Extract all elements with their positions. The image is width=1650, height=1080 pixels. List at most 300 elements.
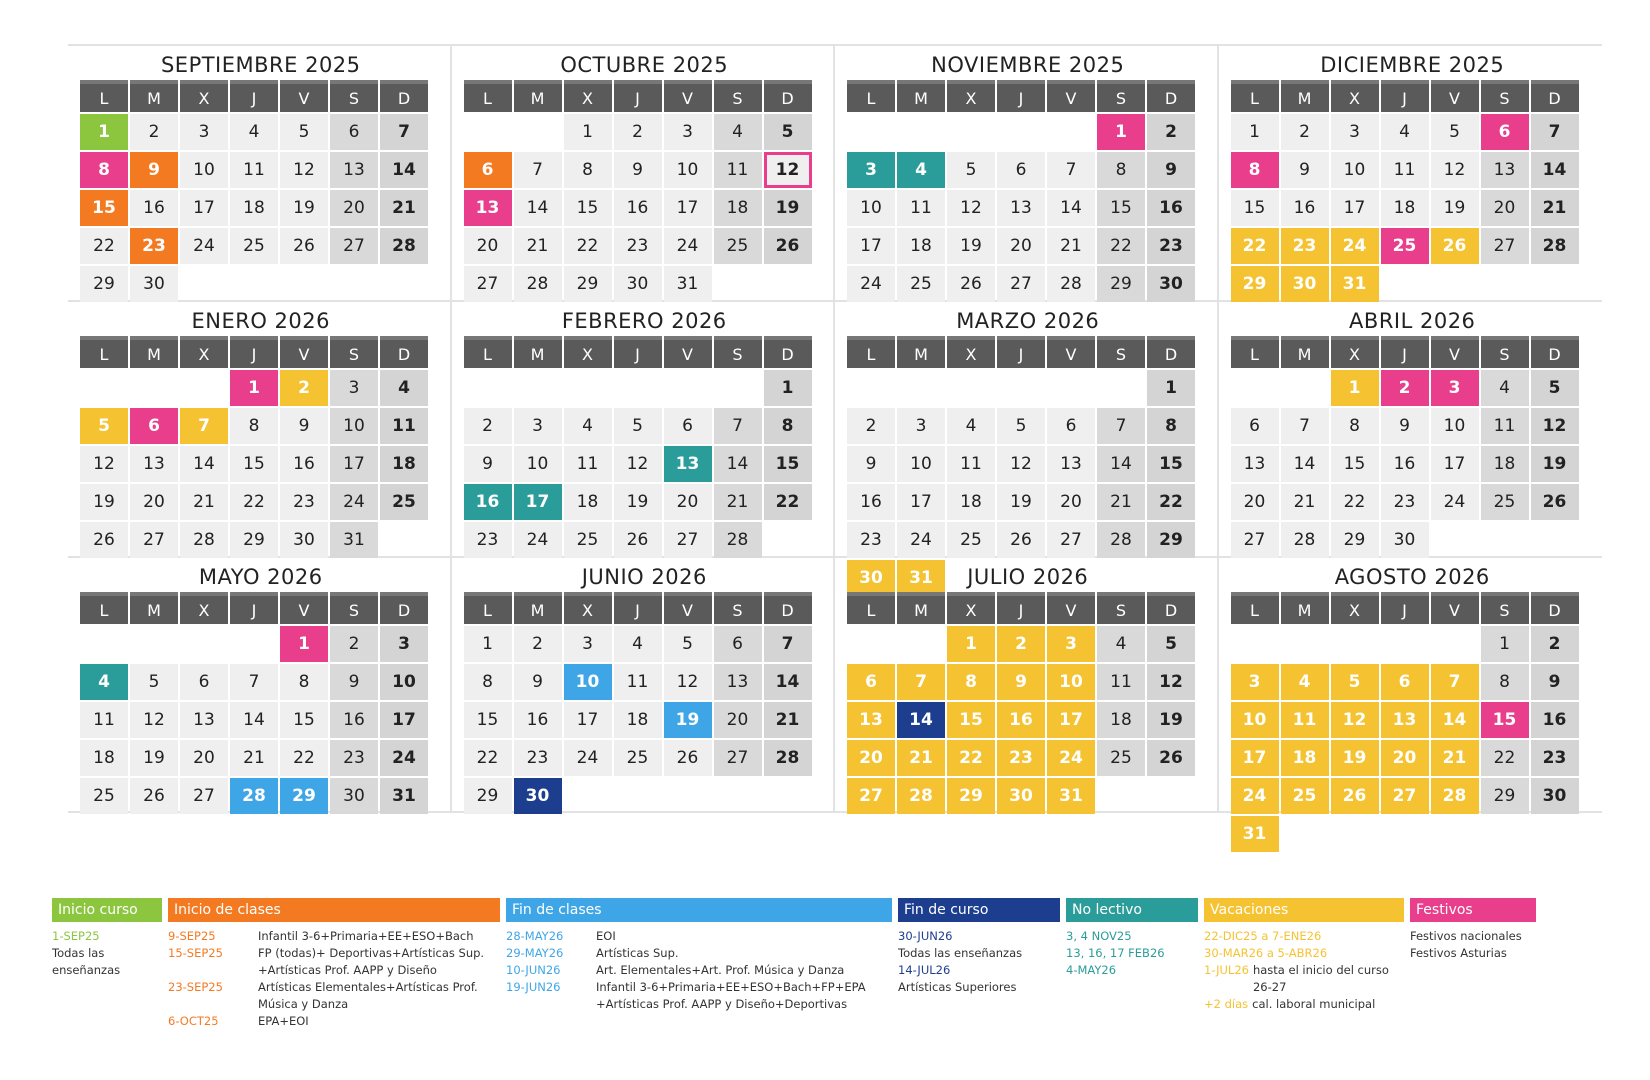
week-row	[1231, 664, 1595, 702]
day-cell: 10	[514, 446, 562, 482]
weekday-header: X	[947, 592, 995, 624]
legend-description: Artísticas Elementales+Artísticas Prof. Música y Danza	[258, 980, 478, 1011]
day-cell: 23	[330, 740, 378, 776]
day-cell: 27	[714, 740, 762, 776]
empty-day-cell	[1331, 816, 1379, 852]
day-cell: 3	[1431, 370, 1479, 406]
month-block	[68, 46, 452, 300]
legend-entry	[898, 928, 1060, 945]
day-cell: 16	[614, 190, 662, 226]
week-row	[1231, 228, 1595, 266]
day-cell: 10	[1047, 664, 1095, 700]
weekday-header: S	[1097, 80, 1145, 112]
legend-entry	[506, 945, 892, 962]
day-cell: 13	[1481, 152, 1529, 188]
day-cell: 24	[1331, 228, 1379, 264]
legend-header: Festivos	[1410, 898, 1536, 922]
day-cell: 22	[564, 228, 612, 264]
empty-day-cell	[1047, 370, 1095, 406]
day-cell: 23	[514, 740, 562, 776]
day-cell: 20	[464, 228, 512, 264]
empty-day-cell	[464, 114, 512, 150]
day-cell: 14	[1097, 446, 1145, 482]
day-cell: 8	[80, 152, 128, 188]
legend-entry	[1204, 996, 1404, 1013]
day-cell: 21	[230, 740, 278, 776]
day-cell: 25	[1281, 778, 1329, 814]
day-cell: 13	[1047, 446, 1095, 482]
day-cell: 15	[464, 702, 512, 738]
weekday-header: D	[1531, 80, 1579, 112]
day-cell: 21	[514, 228, 562, 264]
day-cell: 7	[1431, 664, 1479, 700]
legend-date: 14-JUL26	[898, 963, 951, 977]
legend-date: 28-MAY26	[506, 929, 564, 943]
day-cell: 29	[1097, 266, 1145, 302]
day-cell: 21	[180, 484, 228, 520]
legend-entry	[506, 928, 892, 945]
week-row	[464, 778, 826, 816]
day-cell: 1	[80, 114, 128, 150]
weekday-header: J	[997, 336, 1045, 368]
day-cell: 23	[464, 522, 512, 558]
weekday-header: M	[897, 80, 945, 112]
day-cell: 8	[1481, 664, 1529, 700]
day-cell: 19	[997, 484, 1045, 520]
day-cell: 8	[280, 664, 328, 700]
legend-description: Art. Elementales+Art. Prof. Música y Danza	[596, 963, 845, 977]
legend-entry	[1066, 962, 1198, 979]
day-cell: 18	[614, 702, 662, 738]
empty-day-cell	[664, 778, 712, 814]
weekday-header-row	[464, 80, 826, 114]
week-row	[1231, 816, 1595, 854]
weekday-header: M	[897, 592, 945, 624]
month-block	[1219, 302, 1603, 556]
day-cell: 16	[997, 702, 1045, 738]
day-cell: 14	[1281, 446, 1329, 482]
weekday-header: M	[1281, 336, 1329, 368]
legend-date: 6-OCT25	[168, 1014, 219, 1028]
day-cell: 20	[130, 484, 178, 520]
empty-day-cell	[514, 114, 562, 150]
day-cell: 7	[380, 114, 428, 150]
day-cell: 26	[947, 266, 995, 302]
day-cell: 29	[947, 778, 995, 814]
week-row	[464, 522, 826, 560]
week-row	[464, 228, 826, 266]
legend-description: Todas las enseñanzas	[52, 946, 121, 977]
day-cell: 25	[230, 228, 278, 264]
day-cell: 17	[1231, 740, 1279, 776]
day-cell: 4	[230, 114, 278, 150]
day-cell: 12	[280, 152, 328, 188]
day-cell: 7	[1531, 114, 1579, 150]
day-cell: 24	[380, 740, 428, 776]
day-cell: 27	[664, 522, 712, 558]
weekday-header: L	[464, 592, 512, 624]
day-cell: 14	[714, 446, 762, 482]
day-cell: 10	[897, 446, 945, 482]
empty-day-cell	[130, 370, 178, 406]
day-cell: 20	[1381, 740, 1429, 776]
weekday-header: S	[714, 336, 762, 368]
day-cell: 19	[614, 484, 662, 520]
legend-column	[168, 898, 506, 1030]
week-row	[80, 626, 442, 664]
day-cell: 12	[1331, 702, 1379, 738]
empty-day-cell	[947, 114, 995, 150]
day-cell: 15	[280, 702, 328, 738]
day-cell: 15	[80, 190, 128, 226]
day-cell: 20	[1481, 190, 1529, 226]
week-row	[847, 778, 1209, 816]
day-cell: 31	[1047, 778, 1095, 814]
day-cell: 7	[1047, 152, 1095, 188]
week-row	[847, 484, 1209, 522]
day-cell: 25	[564, 522, 612, 558]
week-row	[464, 152, 826, 190]
day-cell: 29	[564, 266, 612, 302]
week-row	[464, 740, 826, 778]
day-cell: 18	[1097, 702, 1145, 738]
day-cell: 27	[180, 778, 228, 814]
empty-day-cell	[1281, 626, 1329, 662]
day-cell: 5	[1147, 626, 1195, 662]
day-cell: 16	[130, 190, 178, 226]
weekday-header: L	[464, 80, 512, 112]
day-cell: 20	[847, 740, 895, 776]
day-cell: 6	[330, 114, 378, 150]
month-title: MARZO 2026	[956, 309, 1100, 333]
day-cell: 28	[1531, 228, 1579, 264]
day-cell: 10	[564, 664, 612, 700]
day-cell: 16	[1531, 702, 1579, 738]
empty-day-cell	[997, 114, 1045, 150]
day-cell: 5	[1331, 664, 1379, 700]
day-cell: 29	[80, 266, 128, 302]
day-cell: 9	[330, 664, 378, 700]
weekday-header: J	[230, 592, 278, 624]
month-title: MAYO 2026	[198, 565, 323, 589]
legend-entry	[52, 945, 162, 979]
legend-header: Inicio de clases	[168, 898, 500, 922]
weekday-header: S	[1481, 592, 1529, 624]
day-cell: 11	[230, 152, 278, 188]
day-cell: 26	[1531, 484, 1579, 520]
day-cell: 18	[1481, 446, 1529, 482]
day-cell: 6	[664, 408, 712, 444]
weekday-header: J	[230, 80, 278, 112]
day-cell: 8	[947, 664, 995, 700]
week-row	[464, 370, 826, 408]
legend-column	[1410, 898, 1542, 1030]
week-row	[1231, 408, 1595, 446]
day-cell: 7	[180, 408, 228, 444]
day-cell: 28	[764, 740, 812, 776]
empty-day-cell	[664, 370, 712, 406]
day-cell: 27	[1231, 522, 1279, 558]
day-cell: 1	[280, 626, 328, 662]
day-cell: 10	[847, 190, 895, 226]
empty-day-cell	[764, 522, 812, 558]
day-cell: 4	[1481, 370, 1529, 406]
day-cell: 22	[1481, 740, 1529, 776]
day-cell: 8	[1147, 408, 1195, 444]
day-cell: 14	[180, 446, 228, 482]
day-cell: 17	[514, 484, 562, 520]
week-row	[847, 408, 1209, 446]
day-cell: 15	[564, 190, 612, 226]
weekday-header: J	[997, 592, 1045, 624]
empty-day-cell	[847, 626, 895, 662]
day-cell: 29	[1231, 266, 1279, 302]
week-row	[464, 190, 826, 228]
day-cell: 4	[380, 370, 428, 406]
week-row	[847, 626, 1209, 664]
empty-day-cell	[1281, 816, 1329, 852]
day-cell: 14	[897, 702, 945, 738]
day-cell: 12	[997, 446, 1045, 482]
legend-date: 9-SEP25	[168, 929, 216, 943]
weekday-header: X	[180, 592, 228, 624]
day-cell: 14	[1531, 152, 1579, 188]
weekday-header: S	[714, 80, 762, 112]
empty-day-cell	[1381, 816, 1429, 852]
day-cell: 27	[330, 228, 378, 264]
empty-day-cell	[1147, 778, 1195, 814]
weekday-header: V	[280, 336, 328, 368]
weekday-header: V	[1047, 592, 1095, 624]
legend-header: Fin de clases	[506, 898, 892, 922]
empty-day-cell	[1431, 266, 1479, 302]
day-cell: 17	[897, 484, 945, 520]
weekday-header: L	[847, 80, 895, 112]
weekday-header: S	[1481, 336, 1529, 368]
week-row	[1231, 522, 1595, 560]
day-cell: 28	[230, 778, 278, 814]
day-cell: 12	[130, 702, 178, 738]
month-title: SEPTIEMBRE 2025	[160, 53, 361, 77]
week-row	[464, 408, 826, 446]
day-cell: 28	[380, 228, 428, 264]
day-cell: 20	[330, 190, 378, 226]
empty-day-cell	[180, 626, 228, 662]
day-cell: 19	[80, 484, 128, 520]
empty-day-cell	[847, 114, 895, 150]
day-cell: 23	[1381, 484, 1429, 520]
day-cell: 26	[1331, 778, 1379, 814]
weekday-header: D	[1147, 80, 1195, 112]
month-block	[68, 302, 452, 556]
empty-day-cell	[130, 626, 178, 662]
day-cell: 25	[380, 484, 428, 520]
day-cell: 9	[130, 152, 178, 188]
day-cell: 31	[1231, 816, 1279, 852]
day-cell: 31	[1331, 266, 1379, 302]
day-cell: 14	[514, 190, 562, 226]
day-cell: 21	[764, 702, 812, 738]
weekday-header: S	[714, 592, 762, 624]
day-cell: 14	[1431, 702, 1479, 738]
legend-description: Todas las enseñanzas	[898, 946, 1023, 960]
empty-day-cell	[230, 266, 278, 302]
day-cell: 24	[514, 522, 562, 558]
week-row	[1231, 152, 1595, 190]
month-block	[452, 302, 836, 556]
day-cell: 28	[714, 522, 762, 558]
weekday-header: D	[380, 80, 428, 112]
day-cell: 17	[1331, 190, 1379, 226]
day-cell: 9	[614, 152, 662, 188]
week-row	[1231, 626, 1595, 664]
weekday-header: D	[764, 592, 812, 624]
legend-column	[506, 898, 898, 1030]
day-cell: 30	[1147, 266, 1195, 302]
day-cell: 30	[280, 522, 328, 558]
weekday-header: V	[1431, 336, 1479, 368]
month-title: ABRIL 2026	[1349, 309, 1476, 333]
legend	[52, 898, 1622, 1030]
day-cell: 4	[714, 114, 762, 150]
legend-entry	[52, 928, 162, 945]
legend-description: Artísticas Superiores	[898, 980, 1017, 994]
empty-day-cell	[1381, 266, 1429, 302]
empty-day-cell	[464, 370, 512, 406]
weekday-header: X	[564, 592, 612, 624]
day-cell: 10	[330, 408, 378, 444]
week-row	[847, 152, 1209, 190]
day-cell: 5	[947, 152, 995, 188]
weekday-header-row	[1231, 80, 1595, 114]
legend-column	[52, 898, 168, 1030]
day-cell: 20	[714, 702, 762, 738]
week-row	[80, 446, 442, 484]
weekday-header-row	[80, 592, 442, 626]
weekday-header: V	[1047, 80, 1095, 112]
weekday-header: L	[80, 336, 128, 368]
legend-header: Vacaciones	[1204, 898, 1404, 922]
day-cell: 25	[947, 522, 995, 558]
day-cell: 18	[380, 446, 428, 482]
day-cell: 22	[464, 740, 512, 776]
weekday-header: X	[180, 336, 228, 368]
legend-entry	[1204, 928, 1404, 945]
month-block	[1219, 46, 1603, 300]
legend-date: 4-MAY26	[1066, 963, 1117, 977]
legend-description: Festivos Asturias	[1410, 946, 1507, 960]
day-cell: 5	[1431, 114, 1479, 150]
day-cell: 4	[80, 664, 128, 700]
weekday-header: X	[1331, 592, 1379, 624]
day-cell: 5	[997, 408, 1045, 444]
legend-date: 10-JUN26	[506, 963, 561, 977]
day-cell: 2	[1147, 114, 1195, 150]
legend-entry	[1066, 945, 1198, 962]
empty-day-cell	[1481, 522, 1529, 558]
day-cell: 25	[614, 740, 662, 776]
month-block	[452, 558, 836, 811]
empty-day-cell	[1047, 114, 1095, 150]
day-cell: 29	[280, 778, 328, 814]
day-cell: 9	[514, 664, 562, 700]
weekday-header: M	[514, 80, 562, 112]
weekday-header: J	[997, 80, 1045, 112]
day-cell: 7	[764, 626, 812, 662]
day-cell: 4	[614, 626, 662, 662]
weekday-header: X	[947, 336, 995, 368]
week-row	[1231, 778, 1595, 816]
empty-day-cell	[897, 626, 945, 662]
day-cell: 8	[1097, 152, 1145, 188]
legend-description: Artísticas Sup.	[596, 946, 679, 960]
empty-day-cell	[330, 266, 378, 302]
day-cell: 28	[897, 778, 945, 814]
day-cell: 17	[1431, 446, 1479, 482]
week-row	[80, 522, 442, 560]
month-block	[1219, 558, 1603, 844]
day-cell: 8	[464, 664, 512, 700]
legend-entry	[168, 979, 500, 1013]
week-row	[80, 740, 442, 778]
week-row	[847, 740, 1209, 778]
day-cell: 24	[564, 740, 612, 776]
week-row	[464, 484, 826, 522]
legend-entry	[1204, 945, 1404, 962]
month-block	[452, 46, 836, 300]
day-cell: 24	[664, 228, 712, 264]
weekday-header: X	[180, 80, 228, 112]
day-cell: 23	[280, 484, 328, 520]
day-cell: 29	[464, 778, 512, 814]
legend-entry	[898, 945, 1060, 962]
day-cell: 24	[1231, 778, 1279, 814]
legend-date: 30-JUN26	[898, 929, 953, 943]
day-cell: 3	[514, 408, 562, 444]
day-cell: 25	[80, 778, 128, 814]
weekday-header: J	[1381, 80, 1429, 112]
day-cell: 30	[330, 778, 378, 814]
day-cell: 27	[464, 266, 512, 302]
day-cell: 13	[130, 446, 178, 482]
weekday-header: L	[80, 80, 128, 112]
weekday-header: M	[514, 336, 562, 368]
day-cell: 23	[1147, 228, 1195, 264]
day-cell: 13	[180, 702, 228, 738]
weekday-header: L	[80, 592, 128, 624]
legend-entry	[506, 962, 892, 979]
day-cell: 11	[714, 152, 762, 188]
day-cell: 13	[330, 152, 378, 188]
day-cell: 30	[514, 778, 562, 814]
week-row	[847, 190, 1209, 228]
weekday-header: D	[1531, 336, 1579, 368]
day-cell: 2	[1531, 626, 1579, 662]
empty-day-cell	[764, 778, 812, 814]
weekday-header: D	[764, 336, 812, 368]
day-cell: 26	[1431, 228, 1479, 264]
calendar-row	[68, 46, 1602, 302]
day-cell: 21	[1281, 484, 1329, 520]
week-row	[847, 370, 1209, 408]
empty-day-cell	[80, 626, 128, 662]
empty-day-cell	[1481, 816, 1529, 852]
week-row	[80, 190, 442, 228]
weekday-header: M	[130, 80, 178, 112]
weekday-header-row	[464, 336, 826, 370]
day-cell: 12	[80, 446, 128, 482]
day-cell: 23	[1281, 228, 1329, 264]
